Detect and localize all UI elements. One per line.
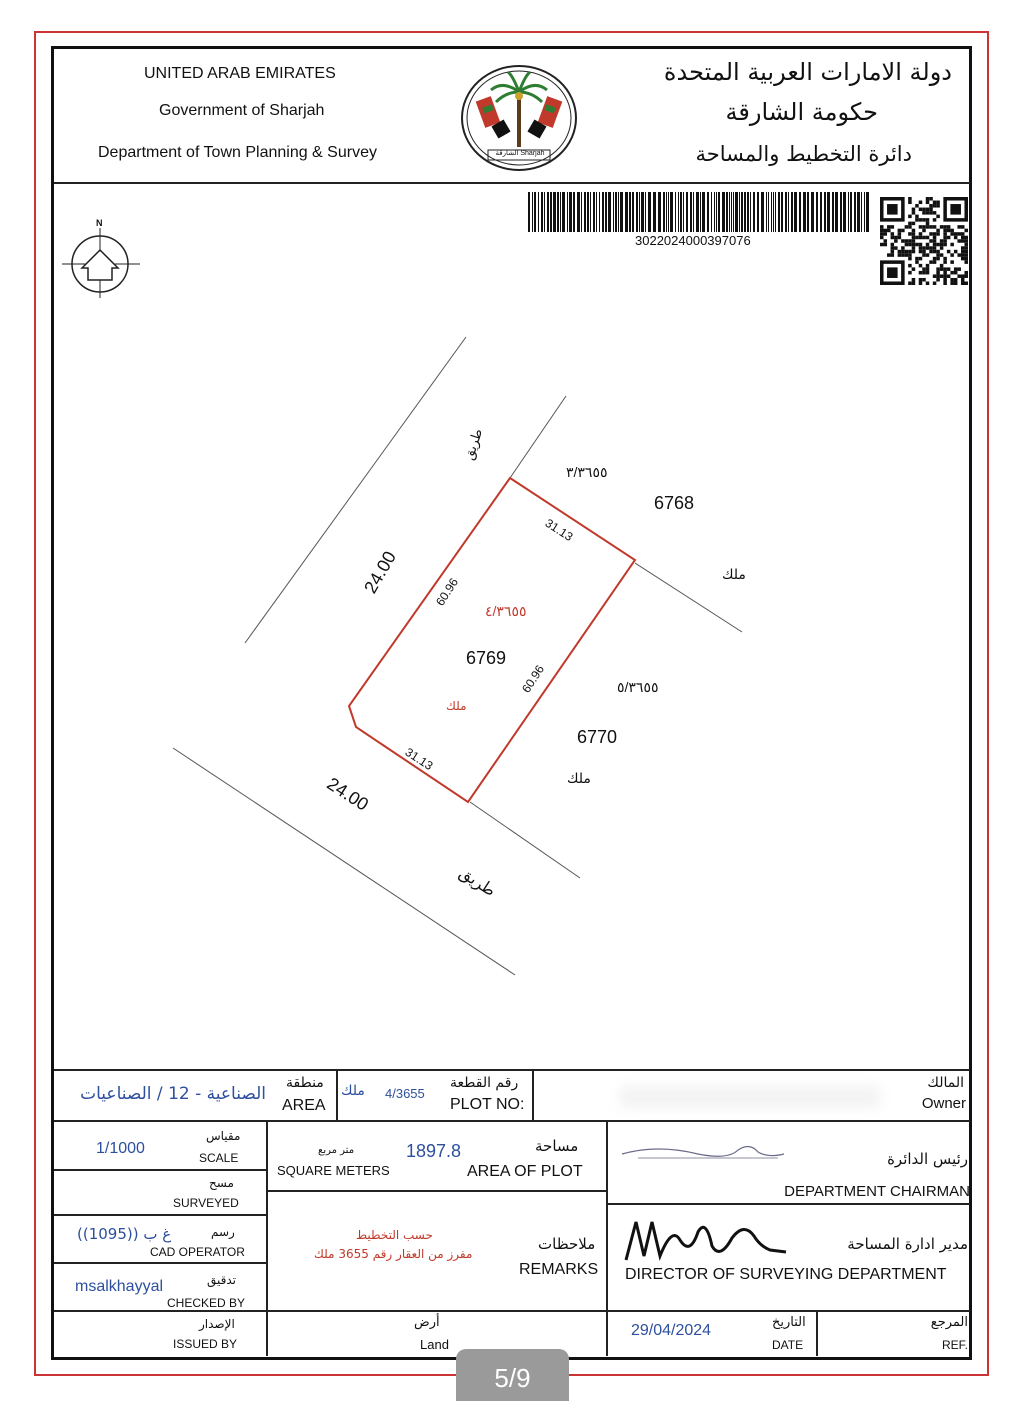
- header-en-line1: UNITED ARAB EMIRATES: [144, 65, 336, 82]
- remarks-line2: مفرز من العقار رقم 3655 ملك: [314, 1247, 473, 1261]
- date-label-en: DATE: [772, 1338, 804, 1352]
- plot-boundary: [349, 478, 635, 802]
- sharjah-emblem-icon: [458, 62, 580, 174]
- neighbor-south-number: 6770: [577, 727, 618, 747]
- ref-label-ar: المرجع: [930, 1315, 968, 1330]
- area-label-en: AREA: [282, 1097, 326, 1114]
- site-plan-map: [54, 184, 970, 1064]
- area-label-ar: منطقة: [286, 1075, 324, 1091]
- road-edge-left-inner: [510, 396, 566, 478]
- page-indicator[interactable]: 5/9: [456, 1349, 569, 1401]
- plot-side-left: 60.96: [432, 575, 462, 609]
- plot-no-value: 4/3655: [385, 1086, 425, 1101]
- owner-label-en: Owner: [921, 1095, 966, 1112]
- area-value: الصناعية - 12 / الصناعيات: [80, 1084, 266, 1104]
- plot-side-right: 60.96: [518, 662, 548, 696]
- director-signature-icon: [620, 1216, 790, 1266]
- date-label-ar: التاريخ: [772, 1315, 806, 1330]
- header-ar-line1: دولة الامارات العربية المتحدة: [663, 58, 952, 86]
- surveyed-label-en: SURVEYED: [173, 1196, 239, 1210]
- owner-name-redacted: [620, 1086, 880, 1108]
- date-value: 29/04/2024: [631, 1322, 712, 1339]
- chairman-signature-icon: [618, 1138, 788, 1168]
- road-width-bottom: 24.00: [323, 773, 373, 815]
- road-label-top: طريق: [461, 426, 487, 463]
- neighbor-south-owner: ملك: [567, 771, 591, 787]
- remarks-label-en: REMARKS: [519, 1261, 599, 1278]
- road-width-left: 24.00: [360, 547, 401, 597]
- checked-label-en: CHECKED BY: [167, 1296, 246, 1310]
- director-label-en: DIRECTOR OF SURVEYING DEPARTMENT: [625, 1266, 947, 1283]
- plot-side-top: 31.13: [542, 515, 576, 545]
- area-of-plot-label-en: AREA OF PLOT: [467, 1163, 583, 1180]
- sqm-label-ar: متر مربع: [318, 1145, 355, 1156]
- road-edge-bottom-inner: [470, 802, 580, 878]
- cad-operator-value: غ ب ((1095)): [77, 1225, 172, 1243]
- plot-owner: ملك: [446, 699, 467, 713]
- emblem-text: الشارقة Sharjah: [495, 150, 545, 157]
- header-en-line2: Government of Sharjah: [159, 102, 325, 119]
- sqm-label-en: SQUARE METERS: [277, 1163, 390, 1178]
- plot-number: 6769: [466, 648, 507, 668]
- header-ar-line2: حكومة الشارقة: [725, 98, 878, 126]
- cad-label-en: CAD OPERATOR: [150, 1245, 245, 1259]
- road-edge-left-outer: [245, 337, 466, 643]
- north-label: N: [96, 218, 103, 228]
- plot-ref: ٤/٣٦٥٥: [485, 603, 527, 619]
- neighbor-north-owner: ملك: [722, 567, 746, 583]
- header-ar-line3: دائرة التخطيط والمساحة: [695, 142, 912, 166]
- area-of-plot-label-ar: مساحة: [535, 1137, 579, 1155]
- chairman-label-ar: رئيس الدائرة: [887, 1150, 968, 1168]
- scale-label-ar: مقياس: [206, 1129, 241, 1143]
- chairman-label-en: DEPARTMENT CHAIRMAN: [784, 1183, 970, 1200]
- plot-no-label-ar: رقم القطعة: [450, 1075, 519, 1091]
- remarks-line1: حسب التخطيط: [356, 1228, 433, 1242]
- plot-side-bottom: 31.13: [402, 744, 436, 774]
- neighbor-north-ref: ٣/٣٦٥٥: [566, 464, 608, 480]
- header-en-line3: Department of Town Planning & Survey: [98, 144, 377, 161]
- neighbor-south-ref: ٥/٣٦٥٥: [617, 679, 659, 695]
- land-label-ar: أرض: [414, 1315, 440, 1330]
- owner-label-ar: المالك: [927, 1075, 964, 1091]
- director-label-ar: مدير ادارة المساحة: [847, 1235, 968, 1253]
- land-label-en: Land: [420, 1337, 449, 1352]
- road-label-bottom: طريق: [456, 862, 500, 901]
- checked-by-value: msalkhayyal: [75, 1278, 164, 1295]
- area-of-plot-value: 1897.8: [406, 1141, 462, 1161]
- cad-label-ar: رسم: [211, 1225, 235, 1239]
- checked-label-ar: تدقيق: [207, 1273, 237, 1287]
- issued-label-ar: الإصدار: [199, 1317, 235, 1331]
- scale-value: 1/1000: [96, 1140, 145, 1157]
- ref-label-en: REF.: [941, 1338, 968, 1352]
- scale-label-en: SCALE: [199, 1151, 239, 1165]
- remarks-label-ar: ملاحظات: [538, 1235, 596, 1253]
- surveyed-label-ar: مسح: [209, 1176, 234, 1190]
- neighbor-north-number: 6768: [654, 493, 695, 513]
- plot-no-ar-value: ملك: [341, 1083, 365, 1099]
- barcode-number: 3022024000397076: [635, 233, 751, 248]
- issued-label-en: ISSUED BY: [173, 1337, 238, 1351]
- plot-no-label-en: PLOT NO:: [450, 1096, 525, 1113]
